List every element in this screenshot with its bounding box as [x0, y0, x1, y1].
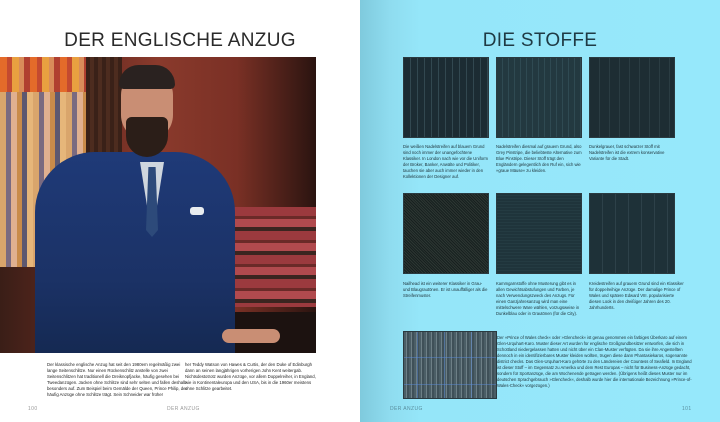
- swatch-caption: Nailhead ist ein weiterer Klassiker in Grau- und Blaugrautönen. Er ist unauffälliger als die Streifenmuster.: [403, 281, 488, 299]
- swatch-caption: Kreidestreifen auf grauem Grund sind ein Klassiker für doppelreihige Anzüge. Der damalige Prince of Wales und spätere Edward VIII. popularisierte diesen Look in den dreißiger Jahren des 20. Jahrhunderts.: [589, 281, 684, 311]
- fabric-swatch-dark-grey: [589, 57, 675, 138]
- pocket-square: [190, 207, 204, 215]
- swatch-caption: Nadelstreifen diesmal auf grauem Grund, also Grey Pinstripe, die beliebteste Alternative zum Blue Pinstripe. Dieser Stoff trägt den Engländern gelegentlich den Ruf ein, sich wie »graue Mäuse« zu kleiden.: [496, 144, 582, 174]
- fabric-swatch-nailhead: [403, 193, 489, 274]
- fabric-swatch-pinstripe-grey: [496, 57, 582, 138]
- hair: [119, 65, 175, 89]
- page-number-right: 101: [682, 406, 692, 412]
- suit-figure: [35, 152, 235, 353]
- hand: [222, 329, 280, 343]
- page-title-left: DER ENGLISCHE ANZUG: [64, 30, 296, 51]
- glencheck-text: Der »Prince of Wales check« oder »Glencheck« ist genau genommen ein farbiges Überkaro auf einem Glen-Urquhart-Karo. Muster dieser Art wurden für englische Großgrundbesitzer entworfen, die sich in Schottland niedergelassen hatten und nicht über ein Clan-Muster verfügten. Da sie ihre Angestellten dennoch in ein identifizierbares Muster kleiden wollten, trugen diese dann Phantasiekaros, sogenannte district checks. Das Glen-Urquhart-Karo gehörte zu den Ländereien der Countess of Seafield. In England ist dieser Stoff – im Gegensatz zu Amerika und dem Rest Europas – nicht für Business-Anzüge gedacht, sondern für Sportanzüge, die am Wochenende getragen werden. (Übrigens heißt dieses Muster nur im deutschen Sprachgebrauch »Glencheck«, deshalb wurde hier die internationale Bezeichnung »Prince-of-Wales-Check« vorgezogen.): [497, 335, 692, 389]
- right-page: [360, 0, 720, 422]
- running-footer-right: DER ANZUG: [390, 406, 423, 412]
- beard: [126, 117, 168, 157]
- body-text-col1: Der klassische englische Anzug hat seit den 1980ern regelmäßig zwei lange Seitenschlitze. Nur einen Rückenschlitz anstelle von zwei Seitenschlitzen hat traditionell die Dreiknopfjacke, häufig gesehen bei Tweedanzügen. Jacken ohne Schlitze sind sehr selten und fallen deshalb besonders auf. Zum Beispiel beim Gemälde der Queen, Prince Philip, der häufig Anzüge ohne Schlitze trägt. Sein Schneider war früher: [47, 362, 187, 398]
- fabric-swatch-glencheck: [403, 331, 497, 399]
- fabric-swatch-chalkstripe: [589, 193, 675, 274]
- body-text-col2: her Teddy Watson von Hawes & Curtis, der den Duke of Edinburgh dann an seinen langjährigen vorherigen John Kent weitergab. Nichtsdestotrotz wurden Anzüge, vor allem Doppelreiher, in England, wie in Kontinentaleuropa und den USA, bis in die 1960er meistens ohne Schlitze gearbeitet.: [185, 362, 316, 392]
- portrait-photo: [0, 57, 316, 353]
- swatch-caption: Kammgarnstoffe ohne Musterung gibt es in allen Gewichtsabstufungen und Farben, je nach Verwendungszweck des Anzugs. Für einen Ganzjahresanzug wird man eine mittelschwere Ware wählen, vorzugsweise in Dunkelblau oder in Grautönen (für die City).: [496, 281, 580, 317]
- swatch-caption: Dunkelgrauer, fast schwarzer Stoff mit Nadelstreifen ist die extrem konservative Variante für die Stadt.: [589, 144, 665, 162]
- ties-top-row: [0, 57, 86, 92]
- page-number-left: 100: [28, 406, 38, 412]
- swatch-caption: Die weißen Nadelstreifen auf blauem Grund sind noch immer der unangefochtene Klassiker. In London nach wie vor die Uniform der Broker, Banker, Anwälte und Politiker, tauchen sie aber auch immer wieder in den Kollektionen der Designer auf.: [403, 144, 488, 180]
- fabric-swatch-worsted: [496, 193, 582, 274]
- page-title-right: DIE STOFFE: [482, 30, 598, 51]
- running-footer-left: DER ANZUG: [167, 406, 200, 412]
- fabric-swatch-pinstripe-blue: [403, 57, 489, 138]
